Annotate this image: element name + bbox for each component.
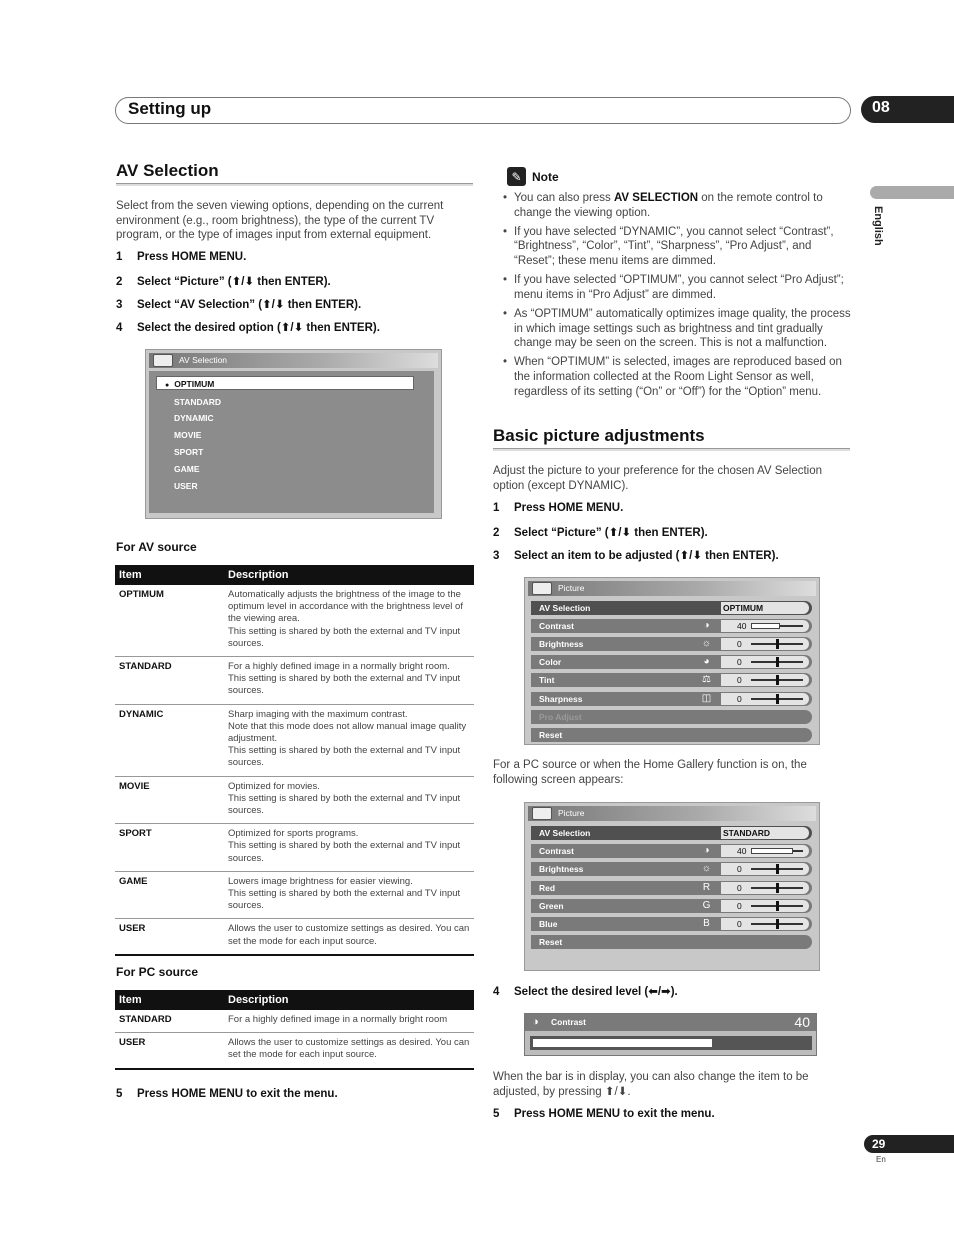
row-value-box: [721, 827, 809, 839]
note-label: Note: [532, 169, 559, 184]
row-description: [224, 657, 474, 705]
description-line: Allows the user to customize settings as desired. You can set the mode for each input source.: [228, 1037, 470, 1061]
slider-track: [751, 698, 803, 700]
row-value: 0: [737, 693, 742, 704]
note-text: When “OPTIMUM” is selected, images are reproduced based on the information collected at the Room Light Sensor as well, regardless of its setting (“On” or “Off”) for the “Option” menu.: [514, 356, 842, 398]
av-source-table: [115, 565, 474, 956]
slider-track: [751, 887, 803, 889]
note-bullet: [503, 355, 851, 399]
step-text: Select “Picture” (⬆/⬇ then ENTER).: [514, 527, 708, 539]
slider-knob: [776, 919, 779, 929]
description-line: Automatically adjusts the brightness of the image to the optimum level in accordance with the brightness level of the viewing area.: [228, 589, 463, 625]
osd-title-bar: [528, 581, 816, 596]
slider-knob: [776, 901, 779, 911]
contrast-bar-value: 40: [794, 1014, 810, 1030]
row-label: Contrast: [539, 621, 574, 632]
contrast-bar-label: Contrast: [551, 1017, 586, 1027]
row-description: [224, 824, 474, 872]
row-value: 40: [737, 621, 747, 632]
row-label: Brightness: [539, 864, 584, 875]
row-label: Tint: [539, 675, 555, 686]
table-row: [115, 585, 474, 657]
step-number: 2: [116, 276, 123, 288]
blue-icon: B: [703, 918, 710, 929]
osd-title: AV Selection: [179, 355, 228, 365]
row-slider: [721, 674, 809, 686]
slider-track: [751, 625, 803, 627]
contrast-adjust-bar: [524, 1013, 817, 1056]
osd-option[interactable]: DYNAMIC: [174, 413, 214, 423]
av-source-heading: For AV source: [116, 540, 197, 554]
osd-selected-label: ● OPTIMUM: [165, 379, 214, 389]
row-description: [224, 704, 474, 776]
note-list: [503, 191, 851, 404]
row-label: Blue: [539, 919, 558, 929]
col-description-header: Description: [224, 990, 474, 1010]
slider-track: [751, 661, 803, 663]
basic-picture-title: Basic picture adjustments: [493, 426, 705, 445]
step-item: [116, 297, 361, 311]
slider-fill: [751, 848, 793, 854]
osd-option[interactable]: GAME: [174, 464, 200, 474]
language-tab: [870, 186, 954, 199]
section-header-title: Setting up: [128, 99, 212, 118]
row-label: Brightness: [539, 639, 584, 650]
row-label: Reset: [539, 729, 563, 740]
av-selection-intro: Select from the seven viewing options, depending on the current environment (e.g., room brightness), the type of the current TV program, or the type of images input from external equipment.: [116, 200, 444, 242]
description-line: Note that this mode does not allow manual image quality adjustment.: [228, 720, 467, 745]
slider-track: [751, 905, 803, 907]
slider-knob: [776, 675, 779, 685]
left-step-5: 5 Press HOME MENU to exit the menu.: [116, 1088, 338, 1100]
note-text: on the remote control to change the viewing option.: [514, 192, 823, 219]
step-item: [116, 320, 380, 334]
table-row: [115, 704, 474, 776]
slider-knob: [776, 639, 779, 649]
osd-row-blue[interactable]: [531, 917, 812, 931]
av-selection-osd: [145, 349, 442, 519]
row-description: [224, 776, 474, 824]
table-row: [115, 776, 474, 824]
osd-title: Picture: [558, 808, 585, 818]
col-description-header: Description: [224, 565, 474, 585]
osd-option[interactable]: MOVIE: [174, 430, 202, 440]
table-row: [115, 824, 474, 872]
row-label: Green: [539, 900, 564, 911]
row-item: STANDARD: [115, 1010, 224, 1033]
av-selection-title: AV Selection: [116, 161, 219, 180]
step-item: [116, 274, 331, 288]
row-label: AV Selection: [539, 828, 591, 838]
step-number: 1: [493, 502, 500, 514]
row-value-box: [721, 602, 809, 614]
description-line: Allows the user to customize settings as desired. You can set the mode for each input source.: [228, 923, 470, 947]
table-row: [115, 919, 474, 955]
step-number: 1: [116, 251, 123, 263]
row-value: 0: [737, 864, 742, 875]
description-line: This setting is shared by both the external and TV input sources.: [228, 745, 461, 769]
slider-fill: [751, 623, 780, 629]
table-row: [115, 871, 474, 919]
row-value: 0: [737, 882, 742, 893]
step-item: [493, 548, 779, 562]
pencil-icon: ✎: [507, 167, 526, 186]
row-slider: [721, 693, 809, 705]
row-item: GAME: [115, 871, 224, 919]
contrast-icon: ◑: [703, 845, 710, 857]
row-item: SPORT: [115, 824, 224, 872]
step-item: [493, 525, 708, 539]
row-label: Contrast: [539, 846, 574, 857]
right-step-5: 5 Press HOME MENU to exit the menu.: [493, 1108, 715, 1120]
step-number: 2: [493, 527, 500, 539]
header-bar: [115, 97, 851, 124]
osd-row-contrast[interactable]: [531, 844, 812, 858]
row-slider: [721, 882, 809, 894]
description-line: Lowers image brightness for easier viewing.: [228, 875, 413, 887]
sharpness-icon: ◫: [701, 692, 712, 704]
osd-row-brightness[interactable]: [531, 637, 812, 651]
osd-title: Picture: [558, 583, 585, 593]
note-bullet: [503, 307, 851, 351]
menu-icon: [532, 807, 552, 820]
osd-option[interactable]: STANDARD: [174, 397, 222, 407]
slider-track: [751, 850, 803, 852]
row-description: [224, 919, 474, 955]
note-text: You can also press: [514, 192, 614, 204]
osd-row-tint[interactable]: [531, 673, 812, 687]
brightness-icon: ☼: [701, 638, 712, 650]
osd-row-color[interactable]: [531, 655, 812, 669]
osd-row-reset[interactable]: [531, 728, 812, 742]
table-row: [115, 1010, 474, 1033]
step-text: Select the desired option (⬆/⬇ then ENTER).: [137, 322, 380, 334]
row-value: 0: [737, 639, 742, 650]
osd-title-bar: [149, 353, 438, 368]
step-item: [116, 251, 246, 263]
bar-note: When the bar is in display, you can also change the item to be adjusted, by pressing ⬆/⬇.: [493, 1071, 809, 1098]
slider-track: [751, 643, 803, 645]
step-text: Select “Picture” (⬆/⬇ then ENTER).: [137, 276, 331, 288]
step-text: Press HOME MENU.: [514, 502, 624, 514]
row-value: 0: [737, 919, 742, 929]
description-line: For a highly defined image in a normally bright room: [228, 1014, 448, 1025]
osd-panel: [149, 371, 434, 513]
row-slider: [721, 638, 809, 650]
contrast-slider[interactable]: [530, 1036, 812, 1050]
slider-knob: [776, 657, 779, 667]
osd-row-brightness[interactable]: [531, 862, 812, 876]
slider-knob: [776, 883, 779, 893]
step-text: Select an item to be adjusted (⬆/⬇ then ENTER).: [514, 550, 779, 562]
red-icon: R: [702, 881, 711, 893]
row-label: Sharpness: [539, 693, 583, 704]
row-description: [224, 585, 474, 657]
step-text: Press HOME MENU.: [137, 251, 247, 263]
contrast-slider-fill: [533, 1039, 712, 1047]
step-text: Select “AV Selection” (⬆/⬇ then ENTER).: [137, 299, 362, 311]
osd-selected-option[interactable]: [156, 376, 414, 390]
menu-icon: [532, 582, 552, 595]
description-line: This setting is shared by both the external and TV input sources.: [228, 840, 461, 864]
osd-row-green[interactable]: [531, 899, 812, 913]
row-value: STANDARD: [723, 828, 771, 838]
page-language: En: [876, 1155, 886, 1164]
row-slider: [721, 863, 809, 875]
osd-row-av-selection[interactable]: [531, 601, 812, 615]
row-value: 0: [737, 657, 742, 668]
contrast-icon: ◑: [532, 1016, 539, 1028]
description-line: This setting is shared by both the external and TV input sources.: [228, 792, 461, 817]
pc-source-table: [115, 990, 474, 1070]
menu-icon: [153, 354, 173, 367]
description-line: For a highly defined image in a normally bright room.: [228, 661, 450, 673]
step-number: 3: [493, 550, 500, 562]
note-heading: [507, 167, 559, 186]
row-value: OPTIMUM: [723, 603, 764, 613]
note-bullet: [503, 191, 851, 220]
row-slider: [721, 918, 809, 930]
osd-row-av-selection[interactable]: [531, 826, 812, 840]
contrast-icon: ◑: [703, 620, 710, 632]
osd-option[interactable]: USER: [174, 481, 198, 491]
osd-row-contrast[interactable]: [531, 619, 812, 633]
osd-row-reset[interactable]: [531, 935, 812, 949]
col-item-header: Item: [115, 565, 224, 585]
slider-track: [751, 868, 803, 870]
step-item: [493, 502, 623, 514]
title-rule: [493, 448, 850, 451]
osd-title-bar: [528, 806, 816, 821]
color-icon: ◕: [703, 656, 710, 668]
row-description: [224, 1010, 474, 1033]
step-number: 4: [116, 322, 123, 334]
slider-track: [751, 923, 803, 925]
slider-track: [751, 679, 803, 681]
osd-row-red[interactable]: [531, 881, 812, 895]
brightness-icon: ☼: [701, 863, 712, 875]
row-label: Red: [539, 882, 556, 893]
description-line: This setting is shared by both the external and TV input sources.: [228, 673, 461, 697]
note-bullet: [503, 273, 851, 302]
row-slider: [721, 900, 809, 912]
row-item: DYNAMIC: [115, 704, 224, 776]
row-item: MOVIE: [115, 776, 224, 824]
language-label: English: [872, 206, 884, 246]
row-item: USER: [115, 919, 224, 955]
table-row: [115, 1033, 474, 1069]
row-slider: [721, 845, 809, 857]
right-step-4: 4 Select the desired level (⬅/➡).: [493, 986, 678, 998]
basic-picture-intro: Adjust the picture to your preference for the chosen AV Selection option (except DYNAMIC).: [493, 465, 823, 492]
row-slider: [721, 620, 809, 632]
row-description: [224, 1033, 474, 1069]
table-row: [115, 657, 474, 705]
osd-row-pro-adjust: [531, 710, 812, 724]
note-text: If you have selected “DYNAMIC”, you cannot select “Contrast”, “Brightness”, “Color”, “Tint”, “Sharpness”, “Pro Adjust”, and “Reset”; these menu items are dimmed.: [514, 225, 834, 267]
note-text: As “OPTIMUM” automatically optimizes image quality, the process in which image settings such as brightness and tint gradually change may be seen on the screen. This is not a malfunction.: [514, 307, 851, 350]
pc-source-heading: For PC source: [116, 965, 199, 979]
green-icon: G: [702, 899, 711, 911]
row-slider: [721, 656, 809, 668]
row-label: AV Selection: [539, 603, 591, 613]
row-label: Color: [539, 657, 562, 668]
slider-knob: [776, 864, 779, 874]
description-line: This setting is shared by both the external and TV input sources.: [228, 625, 461, 649]
row-value: 0: [737, 675, 742, 686]
row-value: 0: [737, 900, 742, 911]
col-item-header: Item: [115, 990, 224, 1010]
description-line: Sharp imaging with the maximum contrast.: [228, 708, 408, 720]
description-line: Optimized for sports programs.: [228, 828, 359, 840]
row-description: [224, 871, 474, 919]
note-bullet: [503, 225, 851, 269]
pc-source-intro: For a PC source or when the Home Gallery function is on, the following screen appears:: [493, 759, 807, 786]
row-label: Reset: [539, 937, 563, 948]
row-value: 40: [737, 846, 747, 857]
title-rule: [116, 183, 473, 186]
description-line: This setting is shared by both the external and TV input sources.: [228, 888, 461, 912]
row-item: OPTIMUM: [115, 585, 224, 657]
row-label: Pro Adjust: [539, 711, 582, 722]
tint-icon: ⚖: [702, 674, 711, 686]
page-number: 29: [872, 1137, 886, 1151]
row-item: STANDARD: [115, 657, 224, 705]
step-number: 3: [116, 299, 123, 311]
slider-knob: [776, 694, 779, 704]
osd-option[interactable]: SPORT: [174, 447, 204, 457]
note-key-name: AV SELECTION: [613, 192, 699, 204]
osd-row-sharpness[interactable]: [531, 692, 812, 706]
description-line: Optimized for movies.: [228, 780, 320, 792]
note-text: If you have selected “OPTIMUM”, you cannot select “Pro Adjust”; menu items in “Pro Adjust” are dimmed.: [514, 274, 844, 301]
row-item: USER: [115, 1033, 224, 1069]
contrast-bar-header: [525, 1014, 816, 1031]
chapter-number: 08: [872, 99, 890, 116]
